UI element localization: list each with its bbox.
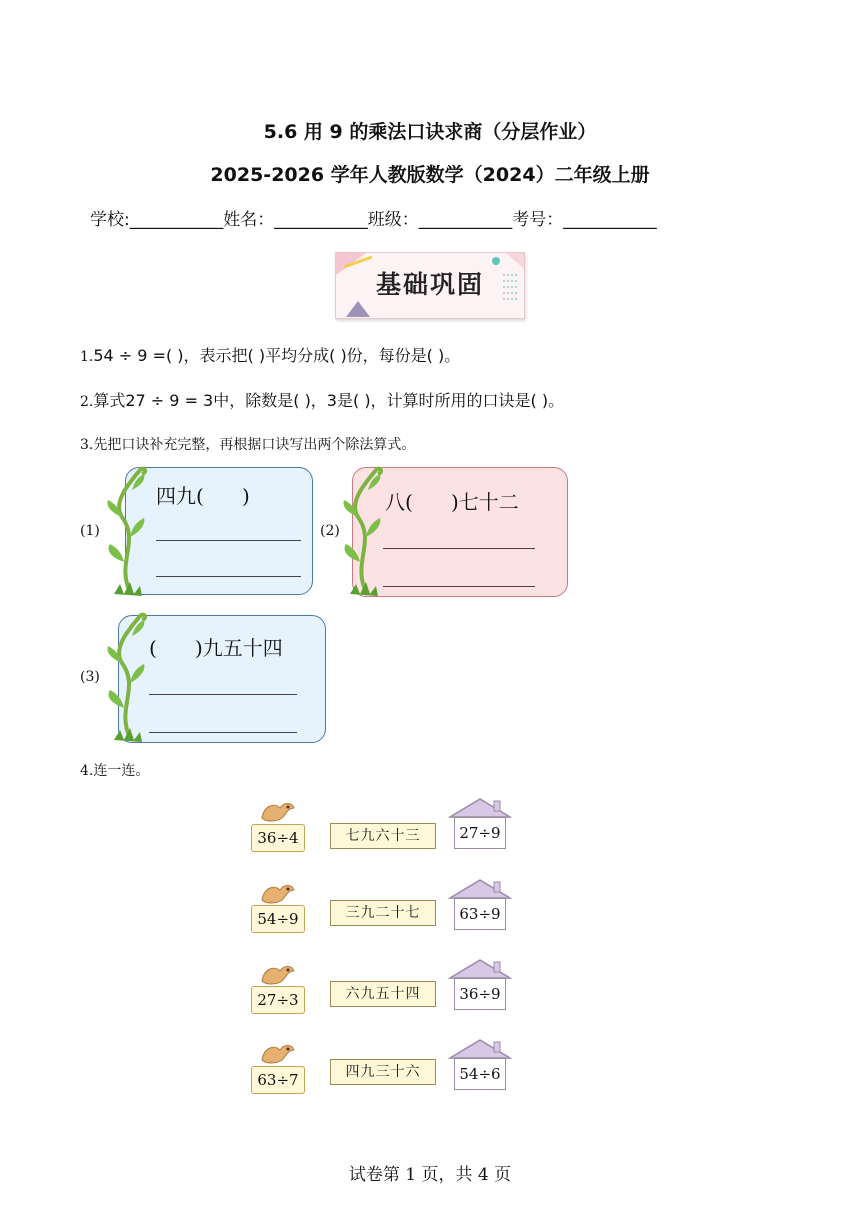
question-4 xyxy=(80,760,149,780)
bird-expression[interactable]: 63÷7 xyxy=(251,1066,305,1094)
bird-icon xyxy=(258,1040,298,1066)
question-2 xyxy=(80,388,564,411)
rhyme-card-1 xyxy=(125,467,313,595)
answer-line[interactable] xyxy=(383,586,535,587)
section-banner xyxy=(335,252,525,319)
question-1 xyxy=(80,343,460,366)
house-expression: 63÷9 xyxy=(454,898,506,930)
house[interactable] xyxy=(448,797,512,857)
rhyme-formula-2: 八( )七十二 xyxy=(385,490,519,514)
answer-line[interactable] xyxy=(149,694,297,695)
roof-icon xyxy=(448,958,512,980)
question-3-text: 先把口诀补充完整，再根据口诀写出两个除法算式。 xyxy=(93,437,416,453)
rhyme-formula-3: ( )九五十四 xyxy=(149,636,283,660)
item-1-label: (1) xyxy=(80,523,100,539)
rhyme-card[interactable]: 四九三十六 xyxy=(330,1059,436,1085)
bird-icon xyxy=(258,880,298,906)
house-expression: 36÷9 xyxy=(454,978,506,1010)
vine-icon xyxy=(100,462,148,598)
item-2-label: (2) xyxy=(320,523,340,539)
bird-icon xyxy=(258,798,298,824)
page-footer: 试卷第 1 页，共 4 页 xyxy=(348,1165,512,1185)
question-4-number: 4. xyxy=(80,763,94,779)
rhyme-card-3 xyxy=(118,615,326,743)
answer-line[interactable] xyxy=(383,548,535,549)
house[interactable] xyxy=(448,958,512,1018)
house[interactable] xyxy=(448,878,512,938)
answer-line[interactable] xyxy=(149,732,297,733)
question-4-text: 连一连。 xyxy=(93,763,150,779)
roof-icon xyxy=(448,878,512,900)
rhyme-card[interactable]: 六九五十四 xyxy=(330,981,436,1007)
question-3-number: 3. xyxy=(80,437,94,453)
rhyme-card-2 xyxy=(352,467,568,597)
banner-label: 基础巩固 xyxy=(375,270,484,299)
roof-icon xyxy=(448,1038,512,1060)
answer-line[interactable] xyxy=(156,540,301,541)
document-subtitle: 2025-2026 学年人教版数学（2024）二年级上册 xyxy=(210,164,650,186)
bird-icon xyxy=(258,961,298,987)
item-3-label: (3) xyxy=(80,669,100,685)
question-1-number: 1. xyxy=(80,349,94,365)
rhyme-card[interactable]: 七九六十三 xyxy=(330,823,436,849)
house[interactable] xyxy=(448,1038,512,1098)
bird-expression[interactable]: 27÷3 xyxy=(251,986,305,1014)
vine-icon xyxy=(336,462,384,598)
house-expression: 27÷9 xyxy=(454,817,506,849)
house-expression: 54÷6 xyxy=(454,1058,506,1090)
answer-line[interactable] xyxy=(156,576,301,577)
question-1-text: 54 ÷ 9 =( )，表示把( )平均分成( )份，每份是( )。 xyxy=(93,346,461,365)
question-3 xyxy=(80,434,415,454)
question-2-number: 2. xyxy=(80,394,94,410)
bird-expression[interactable]: 54÷9 xyxy=(251,905,305,933)
bird-expression[interactable]: 36÷4 xyxy=(251,824,305,852)
rhyme-card[interactable]: 三九二十七 xyxy=(330,900,436,926)
vine-icon xyxy=(100,608,148,744)
question-2-text: 算式27 ÷ 9 = 3中，除数是( )，3是( )，计算时所用的口诀是( )。 xyxy=(93,391,565,410)
roof-icon xyxy=(448,797,512,819)
student-info-line: 学校:___________姓名：___________班级：___________考号：___________ xyxy=(90,210,657,230)
rhyme-formula-1: 四九( ) xyxy=(156,484,250,508)
document-title: 5.6 用 9 的乘法口诀求商（分层作业） xyxy=(263,121,597,143)
